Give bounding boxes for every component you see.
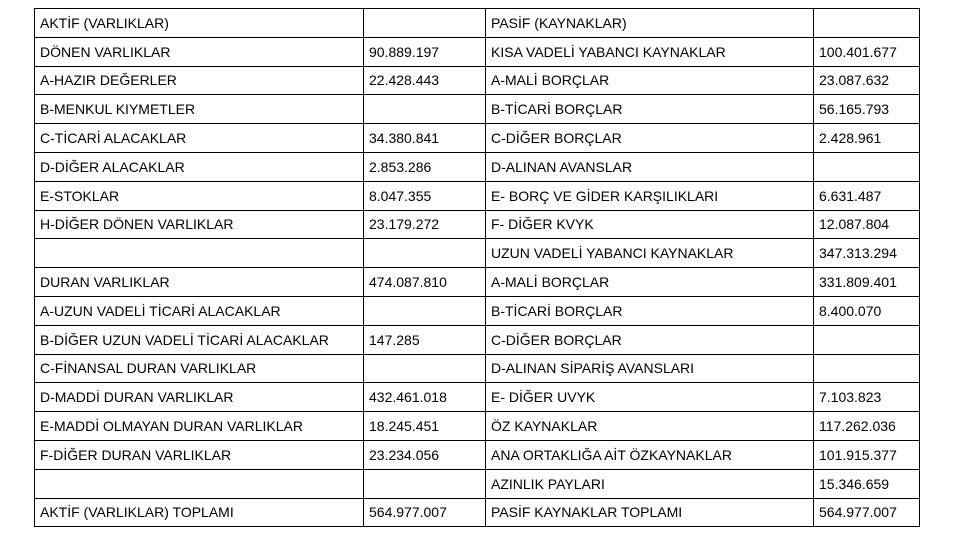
asset-label-cell: B-MENKUL KIYMETLER: [35, 95, 364, 124]
liability-value-cell: 6.631.487: [814, 181, 920, 210]
table-row: [35, 124, 920, 153]
asset-label-cell: AKTİF (VARLIKLAR): [35, 9, 364, 38]
table-row: [35, 37, 920, 66]
liability-label-cell: AZINLIK PAYLARI: [486, 469, 814, 498]
table-row: [35, 210, 920, 239]
liability-label-cell: B-TİCARİ BORÇLAR: [486, 296, 814, 325]
asset-value-cell: 22.428.443: [364, 66, 486, 95]
liability-value-cell: 23.087.632: [814, 66, 920, 95]
asset-value-cell: 432.461.018: [364, 383, 486, 412]
liability-label-cell: A-MALİ BORÇLAR: [486, 66, 814, 95]
asset-label-cell: H-DİĞER DÖNEN VARLIKLAR: [35, 210, 364, 239]
table-row: [35, 239, 920, 268]
asset-value-cell: 474.087.810: [364, 268, 486, 297]
asset-label-cell: B-DİĞER UZUN VADELİ TİCARİ ALACAKLAR: [35, 325, 364, 354]
asset-label-cell: E-STOKLAR: [35, 181, 364, 210]
liability-value-cell: 2.428.961: [814, 124, 920, 153]
liability-value-cell: 347.313.294: [814, 239, 920, 268]
asset-label-cell: D-MADDİ DURAN VARLIKLAR: [35, 383, 364, 412]
liability-label-cell: C-DİĞER BORÇLAR: [486, 124, 814, 153]
asset-label-cell: D-DİĞER ALACAKLAR: [35, 152, 364, 181]
liability-label-cell: PASİF KAYNAKLAR TOPLAMI: [486, 498, 814, 527]
asset-value-cell: [364, 469, 486, 498]
table-row: [35, 325, 920, 354]
table-row: [35, 469, 920, 498]
liability-label-cell: D-ALINAN AVANSLAR: [486, 152, 814, 181]
liability-label-cell: KISA VADELİ YABANCI KAYNAKLAR: [486, 37, 814, 66]
table-row: [35, 354, 920, 383]
table-row: [35, 383, 920, 412]
liability-value-cell: 8.400.070: [814, 296, 920, 325]
asset-value-cell: 8.047.355: [364, 181, 486, 210]
asset-value-cell: [364, 95, 486, 124]
liability-value-cell: 56.165.793: [814, 95, 920, 124]
asset-value-cell: [364, 9, 486, 38]
asset-label-cell: [35, 469, 364, 498]
asset-value-cell: [364, 354, 486, 383]
asset-value-cell: 564.977.007: [364, 498, 486, 527]
asset-label-cell: C-TİCARİ ALACAKLAR: [35, 124, 364, 153]
table-row: [35, 296, 920, 325]
liability-value-cell: 7.103.823: [814, 383, 920, 412]
table-row: [35, 95, 920, 124]
table-row: [35, 152, 920, 181]
asset-label-cell: C-FİNANSAL DURAN VARLIKLAR: [35, 354, 364, 383]
liability-value-cell: [814, 354, 920, 383]
asset-value-cell: 18.245.451: [364, 412, 486, 441]
table-row: [35, 412, 920, 441]
liability-label-cell: ANA ORTAKLIĞA AİT ÖZKAYNAKLAR: [486, 440, 814, 469]
liability-label-cell: UZUN VADELİ YABANCI KAYNAKLAR: [486, 239, 814, 268]
asset-value-cell: 23.234.056: [364, 440, 486, 469]
liability-label-cell: PASİF (KAYNAKLAR): [486, 9, 814, 38]
asset-label-cell: DURAN VARLIKLAR: [35, 268, 364, 297]
asset-label-cell: A-HAZIR DEĞERLER: [35, 66, 364, 95]
table-row: [35, 440, 920, 469]
asset-label-cell: [35, 239, 364, 268]
liability-value-cell: 101.915.377: [814, 440, 920, 469]
liability-value-cell: [814, 9, 920, 38]
asset-value-cell: 147.285: [364, 325, 486, 354]
balance-sheet-body: [35, 9, 920, 527]
asset-label-cell: AKTİF (VARLIKLAR) TOPLAMI: [35, 498, 364, 527]
table-row: [35, 66, 920, 95]
asset-label-cell: E-MADDİ OLMAYAN DURAN VARLIKLAR: [35, 412, 364, 441]
liability-value-cell: 564.977.007: [814, 498, 920, 527]
liability-label-cell: E- BORÇ VE GİDER KARŞILIKLARI: [486, 181, 814, 210]
liability-label-cell: E- DİĞER UVYK: [486, 383, 814, 412]
table-row: [35, 498, 920, 527]
liability-value-cell: [814, 152, 920, 181]
table-row: [35, 9, 920, 38]
balance-sheet-table: [34, 8, 920, 527]
liability-label-cell: D-ALINAN SİPARİŞ AVANSLARI: [486, 354, 814, 383]
liability-value-cell: 100.401.677: [814, 37, 920, 66]
asset-label-cell: DÖNEN VARLIKLAR: [35, 37, 364, 66]
liability-value-cell: 12.087.804: [814, 210, 920, 239]
asset-value-cell: 90.889.197: [364, 37, 486, 66]
table-row: [35, 181, 920, 210]
liability-label-cell: C-DİĞER BORÇLAR: [486, 325, 814, 354]
liability-label-cell: B-TİCARİ BORÇLAR: [486, 95, 814, 124]
liability-label-cell: ÖZ KAYNAKLAR: [486, 412, 814, 441]
asset-label-cell: F-DİĞER DURAN VARLIKLAR: [35, 440, 364, 469]
liability-label-cell: F- DİĞER KVYK: [486, 210, 814, 239]
asset-value-cell: 2.853.286: [364, 152, 486, 181]
liability-label-cell: A-MALİ BORÇLAR: [486, 268, 814, 297]
liability-value-cell: 117.262.036: [814, 412, 920, 441]
asset-label-cell: A-UZUN VADELİ TİCARİ ALACAKLAR: [35, 296, 364, 325]
liability-value-cell: [814, 325, 920, 354]
table-row: [35, 268, 920, 297]
asset-value-cell: [364, 296, 486, 325]
asset-value-cell: 23.179.272: [364, 210, 486, 239]
liability-value-cell: 15.346.659: [814, 469, 920, 498]
asset-value-cell: 34.380.841: [364, 124, 486, 153]
liability-value-cell: 331.809.401: [814, 268, 920, 297]
asset-value-cell: [364, 239, 486, 268]
